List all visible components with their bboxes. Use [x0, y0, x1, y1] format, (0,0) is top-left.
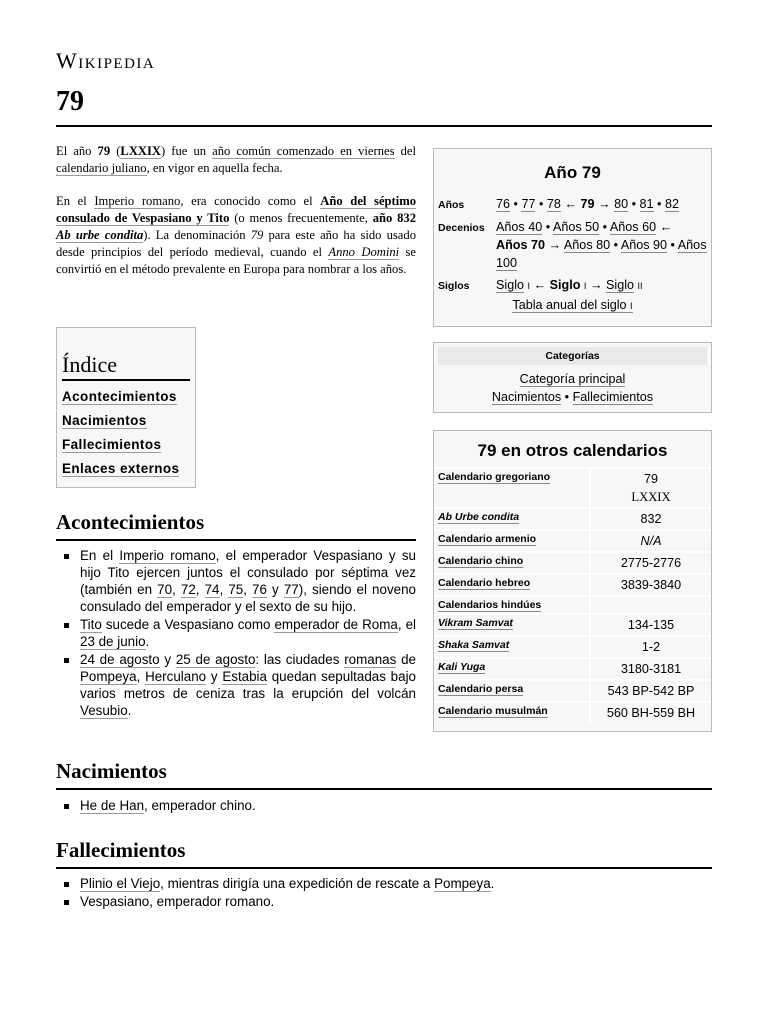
year-link[interactable]: 78: [546, 197, 561, 211]
toc-item-fallecimientos[interactable]: Fallecimientos: [62, 437, 162, 452]
decade-link[interactable]: Años 50: [552, 220, 600, 234]
calendar-value: 1-2: [589, 637, 711, 657]
calendar-label-link[interactable]: Calendario gregoriano: [438, 471, 551, 483]
section-heading-acontecimientos: Acontecimientos: [56, 510, 416, 541]
calendar-value-roman: LXXIX: [631, 490, 671, 504]
ano-comun-link[interactable]: año común comenzado en viernes: [212, 144, 395, 158]
link[interactable]: emperador de Roma: [274, 617, 398, 632]
link[interactable]: He de Han: [80, 798, 145, 813]
categorias-box: Categorías Categoría principal Nacimientos • Fallecimientos: [433, 342, 712, 413]
year-link-74[interactable]: 74: [204, 582, 220, 597]
categoria-principal-link[interactable]: Categoría principal: [519, 372, 626, 386]
page-title: 79: [56, 86, 84, 117]
link[interactable]: 23 de junio: [80, 634, 146, 649]
intro-paragraph-2: En el Imperio romano, era conocido como el Año del séptimo consulado de Vespasiano y Tito (o menos frecuentemente, año 832 Ab urbe condita). La denominación 79 para este año ha sido usado desde principios del período medieval, cuando el Anno Domini se convirtió en el método prevalente en Europa para nombrar a los años.: [56, 194, 417, 276]
infobox-footer: [434, 295, 711, 312]
year-link[interactable]: 82: [664, 197, 679, 211]
link[interactable]: Imperio romano: [119, 548, 216, 563]
century-link[interactable]: Siglo: [606, 278, 635, 292]
infobox-title: Año 79: [544, 163, 601, 182]
century-link[interactable]: Siglo: [496, 278, 525, 292]
section-heading-nacimientos: Nacimientos: [56, 759, 712, 790]
anno-domini-link[interactable]: Anno Domini: [328, 245, 400, 259]
calendar-value: 3839-3840: [589, 575, 711, 595]
decade-link[interactable]: Años 100: [496, 238, 707, 270]
calendar-label-link[interactable]: Calendario hebreo: [438, 577, 531, 589]
link[interactable]: Tito: [80, 617, 102, 632]
consulado-link[interactable]: Año del séptimo consulado de Vespasiano y Tito: [56, 194, 417, 225]
link[interactable]: Pompeya: [80, 669, 137, 684]
link[interactable]: Herculano: [145, 669, 207, 684]
calendar-value: [589, 597, 711, 613]
current-year: 79: [580, 197, 595, 211]
fallecimientos-list: [62, 875, 702, 911]
nacimientos-list: [62, 797, 702, 815]
decade-link[interactable]: Años 90: [620, 238, 668, 252]
calendar-row: [434, 573, 711, 595]
calendar-label-link[interactable]: Calendario persa: [438, 683, 524, 695]
year-link-70[interactable]: 70: [157, 582, 173, 597]
calendar-label-link[interactable]: Kali Yuga: [438, 661, 486, 673]
calendar-label-link[interactable]: Ab Urbe condita: [438, 511, 520, 523]
calendar-label-link[interactable]: Vikram Samvat: [438, 617, 513, 629]
calendar-row: [434, 679, 711, 701]
list-item: Vespasiano, emperador romano.: [62, 893, 702, 910]
calendar-label-link[interactable]: Shaka Samvat: [438, 639, 510, 651]
link[interactable]: romanas: [344, 652, 397, 667]
calendarios-box: [433, 430, 712, 732]
year-link[interactable]: 76: [496, 197, 511, 211]
calendar-row: [434, 657, 711, 679]
link[interactable]: Vesubio: [80, 703, 128, 718]
calendar-row: [434, 613, 711, 635]
calendar-row: [434, 507, 711, 529]
calendar-label-link[interactable]: Calendario armenio: [438, 533, 537, 545]
toc-item-acontecimientos[interactable]: Acontecimientos: [62, 389, 177, 404]
year-link-76[interactable]: 76: [252, 582, 267, 597]
toc-item-enlaces-externos[interactable]: Enlaces externos: [62, 461, 180, 476]
infobox-label: Años: [438, 199, 465, 211]
categoria-fallecimientos-link[interactable]: Fallecimientos: [572, 390, 654, 404]
calendarios-title: 79 en otros calendarios: [477, 441, 668, 460]
year-link-72[interactable]: 72: [180, 582, 196, 597]
link[interactable]: Estabia: [222, 669, 267, 684]
calendar-row: [434, 635, 711, 657]
calendar-row: [434, 551, 711, 573]
calendar-label-link[interactable]: Calendario chino: [438, 555, 524, 567]
section-heading-fallecimientos: Fallecimientos: [56, 838, 712, 869]
year-link[interactable]: 80: [614, 197, 629, 211]
calendar-row: [434, 529, 711, 551]
year-link-75[interactable]: 75: [228, 582, 244, 597]
year-link-77[interactable]: 77: [283, 582, 299, 597]
calendar-value: N/A: [589, 531, 711, 551]
calendar-label-link[interactable]: Calendarios hindúes: [438, 599, 542, 611]
current-century: Siglo: [549, 278, 581, 292]
calendar-label-link[interactable]: Calendario musulmán: [438, 705, 548, 717]
year-link[interactable]: 77: [521, 197, 536, 211]
infobox-row-anos: Años 76 • 77 • 78 ← 79 → 80 • 81 • 82: [434, 195, 711, 214]
calendar-value: 134-135: [589, 615, 711, 635]
year-link[interactable]: 81: [639, 197, 654, 211]
year-infobox: [433, 148, 712, 327]
wikipedia-logo[interactable]: Wikipedia: [56, 48, 156, 73]
list-item: Tito sucede a Vespasiano como emperador de Roma, el 23 de junio.: [62, 616, 416, 650]
calendario-juliano-link[interactable]: calendario juliano: [56, 161, 147, 175]
intro-paragraph-1: El año 79 (LXXIX) fue un año común comenzado en viernes del calendario juliano, en vigor en aquella fecha.: [56, 144, 416, 175]
list-item: 24 de agosto y 25 de agosto: las ciudades romanas de Pompeya, Herculano y Estabia quedan sepultadas bajo varios metros de ceniza tras la erupción del volcán Vesubio.: [62, 651, 416, 719]
imperio-romano-link[interactable]: Imperio romano: [94, 194, 181, 208]
acontecimientos-list: [62, 547, 416, 720]
ab-urbe-condita-link[interactable]: Ab urbe condita: [56, 228, 144, 242]
calendar-row: [434, 701, 711, 723]
infobox-row-decenios: Decenios Años 40 • Años 50 • Años 60 ← Años 70 → Años 80 • Años 90 • Años 100: [438, 220, 707, 270]
infobox-label: Decenios: [438, 222, 485, 234]
link[interactable]: Pompeya: [434, 876, 491, 891]
calendar-value: 79: [643, 472, 658, 486]
calendar-value: 3180-3181: [589, 659, 711, 679]
decade-link[interactable]: Años 80: [563, 238, 611, 252]
calendar-row: [434, 595, 711, 613]
link[interactable]: 24 de agosto: [80, 652, 160, 667]
list-item: Plinio el Viejo, mientras dirigía una expedición de rescate a Pompeya.: [62, 875, 702, 892]
title-divider: [56, 125, 712, 127]
list-item: En el Imperio romano, el emperador Vespasiano y su hijo Tito ejercen juntos el consulado por séptima vez (también en 70, 72, 74, 75, 76 y 77), siendo el noveno consulado del emperador y el sexto de su hijo.: [62, 547, 416, 615]
categorias-title: Categorías: [438, 347, 707, 365]
table-of-contents: [56, 327, 196, 488]
decade-link[interactable]: Años 60: [609, 220, 657, 234]
infobox-label: Siglos: [438, 280, 470, 292]
infobox-row-siglos: Siglos Siglo I ← Siglo I → Siglo II: [434, 276, 711, 295]
decade-link[interactable]: Años 40: [496, 220, 543, 234]
list-item: He de Han, emperador chino.: [62, 797, 702, 814]
calendar-value: 2775-2776: [589, 553, 711, 573]
calendar-row: [434, 467, 711, 507]
current-decade: Años 70: [496, 238, 545, 252]
calendar-value: 832: [589, 509, 711, 529]
calendar-value: 560 BH-559 BH: [589, 703, 711, 723]
categoria-nacimientos-link[interactable]: Nacimientos: [491, 390, 562, 404]
calendar-value: 543 BP-542 BP: [589, 681, 711, 701]
tabla-anual-link[interactable]: Tabla anual del siglo I: [512, 298, 633, 312]
link[interactable]: 25 de agosto: [175, 652, 256, 667]
toc-title: Índice: [62, 352, 190, 381]
link[interactable]: Plinio el Viejo: [80, 876, 161, 891]
roman-numeral-link[interactable]: LXXIX: [120, 144, 162, 158]
toc-item-nacimientos[interactable]: Nacimientos: [62, 413, 147, 428]
